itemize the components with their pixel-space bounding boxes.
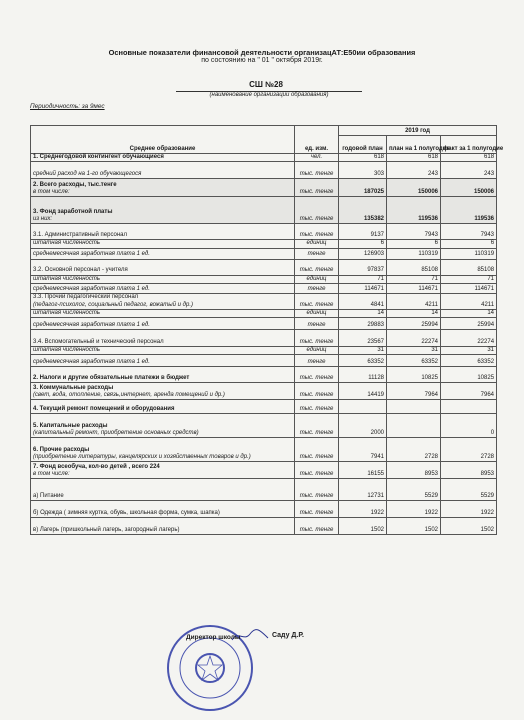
row-value-half: 22274 xyxy=(387,330,441,347)
row-sublabel: (капитальный ремонт, приобретение основных средств) xyxy=(33,430,199,437)
period-label: Периодичность: за 9мес xyxy=(30,103,105,110)
row-label: 5. Капитальные расходы xyxy=(33,422,108,429)
row-sublabel: (свет, вода, отопление, связь,интернет, аренда помещений и др.) xyxy=(33,392,225,399)
table-row xyxy=(31,293,497,309)
row-label-cell xyxy=(31,318,295,330)
row-value-plan: 63352 xyxy=(339,355,387,367)
row-unit: тыс. тенге xyxy=(295,462,339,479)
row-label: штатная численность xyxy=(33,275,101,282)
row-label-cell xyxy=(31,179,295,197)
row-label-cell xyxy=(31,438,295,462)
row-value-half xyxy=(387,414,441,438)
row-unit: тыс. тенге xyxy=(295,501,339,518)
row-value-half: 25994 xyxy=(387,318,441,330)
row-sublabel: в том числе: xyxy=(33,471,70,478)
row-value-fact: 31 xyxy=(441,347,497,355)
table-row xyxy=(31,197,497,224)
row-label-cell xyxy=(31,462,295,479)
row-value-half xyxy=(387,400,441,414)
row-label: а) Питание xyxy=(33,493,64,500)
row-sublabel: (приобретение литературы, канцелярских и хозяйственных товаров и др.) xyxy=(33,454,251,461)
row-sublabel: из них: xyxy=(33,216,53,222)
row-value-fact: 6 xyxy=(441,240,497,248)
header-half: план на 1 полугодие xyxy=(387,136,441,154)
row-unit: тыс. тенге xyxy=(295,367,339,383)
row-value-half: 85108 xyxy=(387,259,441,275)
row-value-plan: 14 xyxy=(339,309,387,317)
row-value-plan: 71 xyxy=(339,275,387,283)
row-unit: тыс. тенге xyxy=(295,400,339,414)
table-row xyxy=(31,330,497,347)
table-row xyxy=(31,355,497,367)
row-value-fact: 71 xyxy=(441,275,497,283)
row-value-plan: 6 xyxy=(339,240,387,248)
row-label-cell xyxy=(31,248,295,259)
header-fact: факт за 1 полугодие xyxy=(441,136,497,154)
row-value-fact: 4211 xyxy=(441,293,497,309)
row-value-half: 1922 xyxy=(387,501,441,518)
row-value-half: 114671 xyxy=(387,283,441,293)
header-plan: годовой план xyxy=(339,136,387,154)
row-label-cell xyxy=(31,309,295,317)
row-value-half: 31 xyxy=(387,347,441,355)
header-name: Среднее образование xyxy=(31,126,295,154)
row-label-cell xyxy=(31,283,295,293)
table-row xyxy=(31,275,497,283)
row-value-plan: 618 xyxy=(339,154,387,162)
row-label-cell xyxy=(31,367,295,383)
row-value-fact: 7964 xyxy=(441,383,497,400)
school-sublabel: (наименование организации образования) xyxy=(209,92,329,98)
document-date: по состоянию на " 01 " октября 2019г. xyxy=(201,57,323,64)
row-label-cell xyxy=(31,275,295,283)
row-unit: чел. xyxy=(295,154,339,162)
table-row xyxy=(31,479,497,501)
row-value-fact: 85108 xyxy=(441,259,497,275)
row-value-half: 119536 xyxy=(387,197,441,224)
row-value-fact: 0 xyxy=(441,414,497,438)
row-sublabel: (педагог-психолог, социальный педагог, вожатый и др.) xyxy=(33,301,193,308)
row-value-plan: 1922 xyxy=(339,501,387,518)
row-label-cell xyxy=(31,197,295,224)
row-unit: тыс. тенге xyxy=(295,162,339,179)
row-label-cell xyxy=(31,330,295,347)
row-value-plan: 135382 xyxy=(339,197,387,224)
row-value-plan: 2000 xyxy=(339,414,387,438)
row-value-plan: 11128 xyxy=(339,367,387,383)
row-value-half: 618 xyxy=(387,154,441,162)
table-row xyxy=(31,259,497,275)
row-value-half: 8953 xyxy=(387,462,441,479)
row-value-plan: 31 xyxy=(339,347,387,355)
row-label: б) Одежда ( зимняя куртка, обувь, школьная форма, сумка, шапка) xyxy=(33,510,220,517)
row-value-fact: 243 xyxy=(441,162,497,179)
school-name: СШ №28 xyxy=(249,80,283,89)
row-label: среднемесячная заработная плата 1 ед. xyxy=(33,321,150,328)
row-value-half: 71 xyxy=(387,275,441,283)
row-unit: тыс. тенге xyxy=(295,179,339,197)
row-value-plan: 1502 xyxy=(339,518,387,535)
row-label: 6. Прочие расходы xyxy=(33,446,90,453)
row-value-fact: 10825 xyxy=(441,367,497,383)
row-value-half: 7943 xyxy=(387,224,441,240)
row-unit: тыс. тенге xyxy=(295,518,339,535)
row-value-half: 110319 xyxy=(387,248,441,259)
row-label: 3.3. Прочий педагогический персонал xyxy=(33,294,139,301)
row-sublabel: в том числе: xyxy=(33,189,70,195)
row-unit: единиц xyxy=(295,309,339,317)
row-value-half: 4211 xyxy=(387,293,441,309)
row-value-plan: 126903 xyxy=(339,248,387,259)
row-unit: единиц xyxy=(295,347,339,355)
financial-table xyxy=(30,125,504,535)
row-label: 3.1. Административный персонал xyxy=(33,232,128,238)
row-label: среднемесячная заработная плата 1 ед. xyxy=(33,251,150,258)
row-value-plan: 303 xyxy=(339,162,387,179)
row-unit: тыс. тенге xyxy=(295,224,339,240)
row-value-plan: 23567 xyxy=(339,330,387,347)
row-value-fact: 2728 xyxy=(441,438,497,462)
row-value-fact: 1922 xyxy=(441,501,497,518)
row-value-half: 10825 xyxy=(387,367,441,383)
row-value-fact: 150006 xyxy=(441,179,497,197)
table-row xyxy=(31,462,497,479)
row-label: среднемесячная заработная плата 1 ед. xyxy=(33,285,150,292)
table-row xyxy=(31,438,497,462)
table-row xyxy=(31,283,497,293)
row-label-cell xyxy=(31,414,295,438)
row-label-cell xyxy=(31,240,295,248)
row-label-cell xyxy=(31,400,295,414)
stamp-inner-ring xyxy=(180,638,240,698)
row-label: 3. Коммунальные расходы xyxy=(33,384,114,391)
row-value-plan: 4841 xyxy=(339,293,387,309)
table-row xyxy=(31,347,497,355)
row-label: средний расход на 1-го обучающегося xyxy=(33,171,142,177)
row-unit: тенге xyxy=(295,283,339,293)
row-value-plan: 97837 xyxy=(339,259,387,275)
row-value-half: 14 xyxy=(387,309,441,317)
row-value-plan: 7941 xyxy=(339,438,387,462)
row-label-cell xyxy=(31,383,295,400)
table-row xyxy=(31,383,497,400)
row-label: 3.4. Вспомогательный и технический персонал xyxy=(33,338,164,345)
row-value-fact: 1502 xyxy=(441,518,497,535)
row-label: среднемесячная заработная плата 1 ед. xyxy=(33,359,150,366)
table-row xyxy=(31,501,497,518)
row-label: 1. Среднегодовой контингент обучающиеся xyxy=(33,154,164,160)
row-unit: тыс. тенге xyxy=(295,383,339,400)
row-value-plan: 12731 xyxy=(339,479,387,501)
row-unit: тыс. тенге xyxy=(295,479,339,501)
row-value-half: 243 xyxy=(387,162,441,179)
row-label-cell xyxy=(31,347,295,355)
row-value-fact: 14 xyxy=(441,309,497,317)
row-label-cell xyxy=(31,154,295,162)
row-unit: тыс. тенге xyxy=(295,197,339,224)
row-value-fact: 63352 xyxy=(441,355,497,367)
row-label: 3. Фонд заработной платы xyxy=(33,208,113,215)
table-row xyxy=(31,179,497,197)
row-unit: тыс. тенге xyxy=(295,330,339,347)
row-unit: тыс. тенге xyxy=(295,293,339,309)
row-value-half: 63352 xyxy=(387,355,441,367)
row-value-fact xyxy=(441,400,497,414)
director-name: Саду Д.Р. xyxy=(272,632,304,639)
row-value-plan: 114671 xyxy=(339,283,387,293)
row-label: 2. Всего расходы, тыс.тенге xyxy=(33,181,117,188)
row-value-fact: 5529 xyxy=(441,479,497,501)
row-unit: тыс. тенге xyxy=(295,414,339,438)
row-label: штатная численность xyxy=(33,347,101,354)
row-value-fact: 22274 xyxy=(441,330,497,347)
row-value-half: 5529 xyxy=(387,479,441,501)
row-value-fact: 7943 xyxy=(441,224,497,240)
header-year: 2019 год xyxy=(339,126,497,136)
row-value-fact: 110319 xyxy=(441,248,497,259)
row-value-plan xyxy=(339,400,387,414)
director-label: Директор школы xyxy=(186,634,241,641)
row-label: 4. Текущий ремонт помещений и оборудования xyxy=(33,406,175,413)
table-row xyxy=(31,518,497,535)
row-label-cell xyxy=(31,355,295,367)
row-unit: единиц xyxy=(295,275,339,283)
row-value-fact: 114671 xyxy=(441,283,497,293)
row-value-plan: 16155 xyxy=(339,462,387,479)
row-value-half: 150006 xyxy=(387,179,441,197)
table-row xyxy=(31,367,497,383)
table-row xyxy=(31,154,497,162)
table-row xyxy=(31,248,497,259)
row-value-plan: 187025 xyxy=(339,179,387,197)
row-value-fact: 119536 xyxy=(441,197,497,224)
row-label: в) Лагерь (пришкольный лагерь, загородный лагерь) xyxy=(33,527,180,534)
row-value-half: 2728 xyxy=(387,438,441,462)
row-value-plan: 14419 xyxy=(339,383,387,400)
row-label: 3.2. Основной персонал - учителя xyxy=(33,267,128,274)
table-row xyxy=(31,318,497,330)
row-label: 2. Налоги и другие обязательные платежи в бюджет xyxy=(33,375,190,382)
row-unit: тенге xyxy=(295,248,339,259)
row-label-cell xyxy=(31,224,295,240)
row-label-cell xyxy=(31,479,295,501)
table-row xyxy=(31,240,497,248)
row-value-plan: 9137 xyxy=(339,224,387,240)
stamp-emblem-star xyxy=(198,656,222,680)
row-value-half: 1502 xyxy=(387,518,441,535)
row-label-cell xyxy=(31,518,295,535)
row-value-half: 7964 xyxy=(387,383,441,400)
row-unit: тенге xyxy=(295,355,339,367)
row-label-cell xyxy=(31,162,295,179)
row-unit: тыс. тенге xyxy=(295,259,339,275)
row-value-plan: 29883 xyxy=(339,318,387,330)
document-title: Основные показатели финансовой деятельности организацАТ:Е50ии образования xyxy=(108,48,416,57)
table-row xyxy=(31,162,497,179)
row-value-fact: 618 xyxy=(441,154,497,162)
row-value-fact: 8953 xyxy=(441,462,497,479)
row-unit: единиц xyxy=(295,240,339,248)
header-unit: ед. изм. xyxy=(295,126,339,154)
table-row xyxy=(31,400,497,414)
row-label: штатная численность xyxy=(33,309,101,316)
row-label: 7. Фонд всеобуча, кол-во детей , всего 224 xyxy=(33,463,160,470)
row-unit: тыс. тенге xyxy=(295,438,339,462)
row-value-fact: 25994 xyxy=(441,318,497,330)
table-row xyxy=(31,414,497,438)
row-label-cell xyxy=(31,259,295,275)
row-label-cell xyxy=(31,501,295,518)
row-unit: тенге xyxy=(295,318,339,330)
row-label: штатная численность xyxy=(33,240,101,247)
row-value-half: 6 xyxy=(387,240,441,248)
table-row xyxy=(31,224,497,240)
stamp-emblem xyxy=(196,654,224,682)
row-label-cell xyxy=(31,293,295,309)
table-row xyxy=(31,309,497,317)
